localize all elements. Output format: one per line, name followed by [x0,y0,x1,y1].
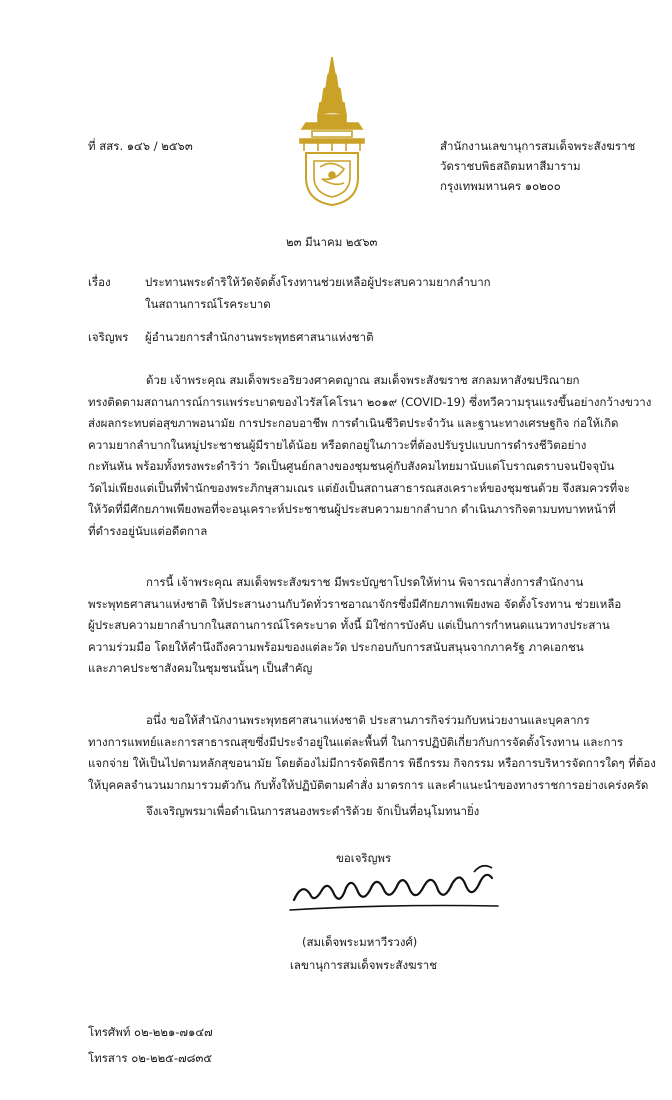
paragraph-line: ผู้ประสบความยากลำบากในสถานการณ์โรคระบาด ทั้งนี้ มิใช่การบังคับ แต่เป็นการกำหนดแนวทางประสาน [88,618,610,632]
body-paragraph-3 [88,710,656,796]
paragraph-line: ที่ดำรงอยู่นับแต่อดีตกาล [88,523,208,538]
paragraph-line: ทางการแพทย์และการสาธารณสุขซึ่งมีประจำอยู่ในแต่ละพื้นที่ ในการปฏิบัติเกี่ยวกับการจัดตั้งโรงทาน และการ [88,734,624,749]
paragraph-line: อนึ่ง ขอให้สำนักงานพระพุทธศาสนาแห่งชาติ ประสานภารกิจร่วมกับหน่วยงานและบุคลากร [146,713,590,727]
paragraph-line: และภาคประชาสังคมในชุมชนนั้นๆ เป็นสำคัญ [88,661,313,675]
paragraph-line: ทรงติดตามสถานการณ์การแพร่ระบาดของไวรัสโคโรนา ๒๐๑๙ (COVID-19) ซึ่งทวีความรุนแรงขึ้นอย่างกว้างขวาง [88,394,652,409]
paragraph-line: ให้บุคคลจำนวนมากมารวมตัวกัน กับทั้งให้ปฏิบัติตามคำสั่ง มาตรการ และคำแนะนำของทางราชการอย่างเคร่งครัด [88,777,649,792]
city-postcode: กรุงเทพมหานคร ๑๐๒๐๐ [440,179,561,193]
paragraph-line: ความยากลำบากในหมู่ประชาชนผู้มีรายได้น้อย หรือตกอยู่ในภาวะที่ต้องปรับรูปแบบการดำรงชีวิตอย่าง [88,437,587,452]
paragraph-line: พระพุทธศาสนาแห่งชาติ ให้ประสานงานกับวัดทั่วราชอาณาจักรซึ่งมีศักยภาพเพียงพอ จัดตั้งโรงทาน ช่วยเหลือ [88,596,622,611]
salutation: ขอเจริญพร [336,851,392,865]
fax-number: โทรสาร ๐๒-๒๒๕-๗๘๓๕ [88,1051,213,1065]
closing-line: จึงเจริญพรมาเพื่อดำเนินการสนองพระดำริด้วย จักเป็นที่อนุโมทนายิ่ง [146,804,480,818]
paragraph-line: แจกจ่าย ให้เป็นไปตามหลักสุขอนามัย โดยต้องไม่มีการจัดพิธีการ พิธีกรรม กิจกรรม หรือการบริหารจัดการใดๆ ที่ต้อง [88,756,656,770]
reference-number: ที่ สสร. ๑๔๖ / ๒๕๖๓ [88,139,193,153]
subject-line-1: ประทานพระดำริให้วัดจัดตั้งโรงทานช่วยเหลือผู้ประสบความยากลำบาก [145,275,491,289]
paragraph-line: ความร่วมมือ โดยให้คำนึงถึงความพร้อมของแต่ละวัด ประกอบกับการสนับสนุนจากภาครัฐ ภาคเอกชน [88,639,584,654]
recipient-text: ผู้อำนวยการสำนักงานพระพุทธศาสนาแห่งชาติ [145,330,374,344]
phone-number: โทรศัพท์ ๐๒-๒๒๑-๗๑๔๗ [88,1025,213,1039]
body-paragraph-1 [88,370,652,542]
paragraph-line: วัดไม่เพียงแต่เป็นที่พำนักของพระภิกษุสามเณร แต่ยังเป็นสถานสาธารณสงเคราะห์ของชุมชนด้วย จึงสมควรที่จะ [88,480,631,495]
subject-line-2: ในสถานการณ์โรคระบาด [145,297,271,311]
paragraph-line: ส่งผลกระทบต่อสุขภาพอนามัย การประกอบอาชีพ การดำเนินชีวิตประจำวัน และฐานะทางเศรษฐกิจ ก่อให้เกิด [88,416,619,430]
paragraph-line: ให้วัดที่มีศักยภาพเพียงพอที่จะอนุเคราะห์ประชาชนผู้ประสบความยากลำบาก ดำเนินภารกิจตามบทบาทหน้าที่ [88,502,616,516]
recipient-label: เจริญพร [88,330,129,344]
paragraph-line: ด้วย เจ้าพระคุณ สมเด็จพระอริยวงศาคตญาณ สมเด็จพระสังฆราช สกลมหาสังฆปริณายก [146,373,580,387]
signer-name: (สมเด็จพระมหาวีรวงศ์) [302,935,418,949]
temple-name: วัดราชบพิธสถิตมหาสีมาราม [440,159,581,173]
royal-crest-icon [292,55,372,207]
office-name: สำนักงานเลขานุการสมเด็จพระสังฆราช [440,139,636,153]
handwritten-signature [288,860,504,918]
body-paragraph-2 [88,572,628,680]
letter-date: ๒๓ มีนาคม ๒๕๖๓ [286,235,378,249]
subject-label: เรื่อง [88,275,111,289]
signer-title: เลขานุการสมเด็จพระสังฆราช [290,958,438,972]
paragraph-line: การนี้ เจ้าพระคุณ สมเด็จพระสังฆราช มีพระบัญชาโปรดให้ท่าน พิจารณาสั่งการสำนักงาน [146,575,584,589]
paragraph-line: กะทันหัน พร้อมทั้งทรงพระดำริว่า วัดเป็นศูนย์กลางของชุมชนคู่กับสังคมไทยมานับแต่โบราณตราบจนปัจจุบัน [88,459,615,473]
